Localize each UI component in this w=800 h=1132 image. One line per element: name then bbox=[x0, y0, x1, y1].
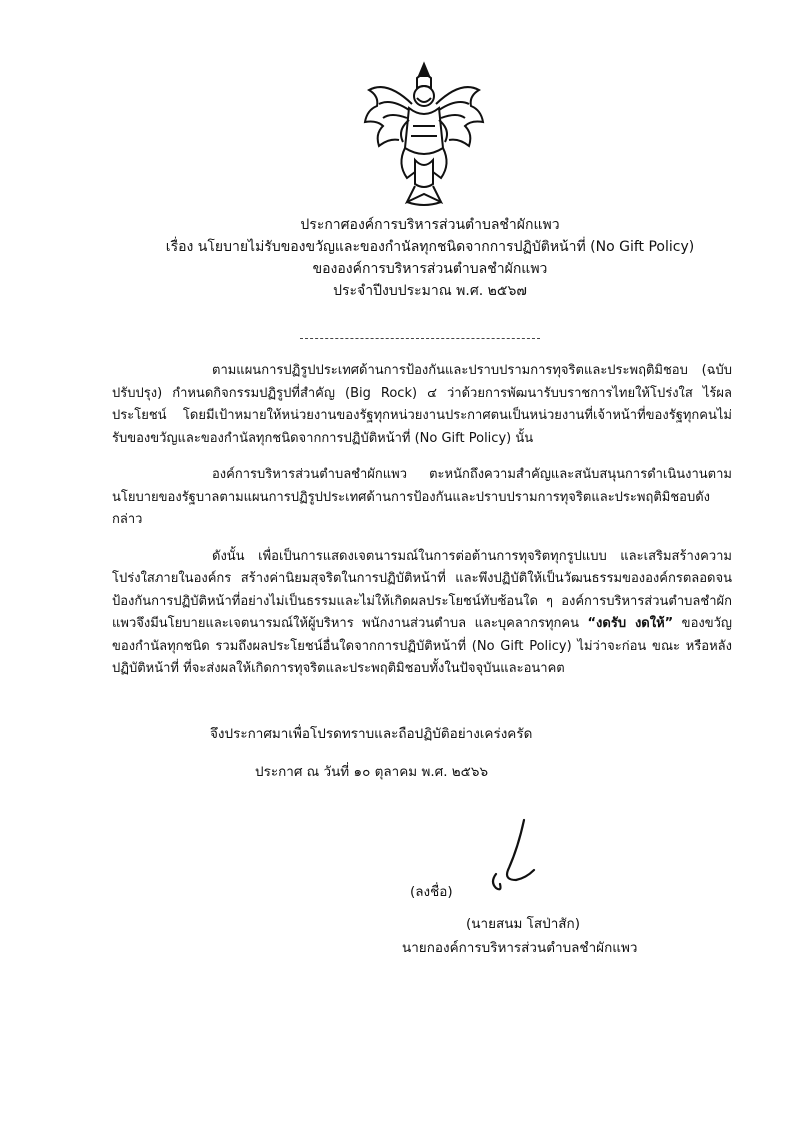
announcement-date: ประกาศ ณ วันที่ ๑๐ ตุลาคม พ.ศ. ๒๕๖๖ bbox=[255, 764, 489, 780]
paragraph-2-text: องค์การบริหารส่วนตำบลชำผักแพว ตะหนักถึงความสำคัญและสนับสนุนการดำเนินงานตามนโยบายของรัฐบาลตามแผนการปฏิรูปประเทศด้านการป้องกันและปราบปรามการทุจริตและประพฤติมิชอบดังกล่าว bbox=[112, 467, 732, 527]
announcement-body bbox=[112, 360, 732, 681]
announcement-header bbox=[120, 214, 740, 302]
header-divider bbox=[300, 338, 540, 339]
signer-title: นายกองค์การบริหารส่วนตำบลชำผักแพว bbox=[402, 940, 638, 956]
paragraph-1 bbox=[112, 360, 732, 450]
paragraph-3-text: ดังนั้น เพื่อเป็นการแสดงเจตนารมณ์ในการต่อต้านการทุจริตทุกรูปแบบ และเสริมสร้างความโปร่งใสภายในองค์กร สร้างค่านิยมสุจริตในการปฏิบัติหน้าที่ และพึงปฏิบัติให้เป็นวัฒนธรรมขององค์กรตลอดจนป้องกันการปฏิบัติหน้าที่อย่างไม่เป็นธรรมและไม่ให้เกิดผลประโยชน์ทับซ้อนใด ๆ องค์การบริหารส่วนตำบลชำผักแพวจึงมีนโยบายและเจตนารมณ์ให้ผู้บริหาร พนักงานส่วนตำบล และบุคลากรทุกคน bbox=[112, 548, 732, 631]
handwritten-signature bbox=[478, 818, 548, 898]
header-subject: เรื่อง นโยบายไม่รับของขวัญและของกำนัลทุกชนิดจากการปฏิบัติหน้าที่ (No Gift Policy) bbox=[165, 239, 695, 255]
paragraph-3 bbox=[112, 546, 732, 681]
paragraph-1-text: ตามแผนการปฏิรูปประเทศด้านการป้องกันและปราบปรามการทุจริตและประพฤติมิชอบ (ฉบับปรับปรุง) กำหนดกิจกรรมปฏิรูปที่สำคัญ (Big Rock) ๔ ว่าด้วยการพัฒนารับบราชการไทยให้โปร่งใส ไร้ผลประโยชน์ โดยมีเป้าหมายให้หน่วยงานของรัฐทุกหน่วยงานประกาศตนเป็นหน่วยงานที่เจ้าหน้าที่ของรัฐทุกคนไม่รับของขวัญและของกำนัลทุกชนิดจากการปฏิบัติหน้าที่ (No Gift Policy) นั้น bbox=[112, 363, 732, 446]
header-fiscal-year: ประจำปีงบประมาณ พ.ศ. ๒๕๖๗ bbox=[333, 283, 527, 299]
header-line-3: ขององค์การบริหารส่วนตำบลชำผักแพว bbox=[312, 261, 548, 277]
paragraph-3-tail: ของขวัญ ของกำนัลทุกชนิด รวมถึงผลประโยชน์อื่นใดจากการปฏิบัติหน้าที่ (No Gift Policy) ไม่ว่าจะก่อน ขณะ หรือหลังปฏิบัติหน้าที่ ที่จะส่งผลให้เกิดการทุจริตและประพฤติมิชอบทั้งในปัจจุบันและอนาคต bbox=[112, 616, 732, 676]
signer-name: (นายสนม โสป่าสัก) bbox=[466, 916, 580, 932]
paragraph-2 bbox=[112, 464, 732, 532]
closing-statement: จึงประกาศมาเพื่อโปรดทราบและถือปฏิบัติอย่างเคร่งครัด bbox=[210, 726, 533, 742]
signed-label: (ลงชื่อ) bbox=[410, 884, 453, 900]
header-line-1: ประกาศองค์การบริหารส่วนตำบลชำผักแพว bbox=[300, 217, 560, 233]
garuda-emblem-icon bbox=[357, 60, 491, 210]
no-give-no-take-phrase: “งดรับ งดให้” bbox=[587, 616, 674, 631]
